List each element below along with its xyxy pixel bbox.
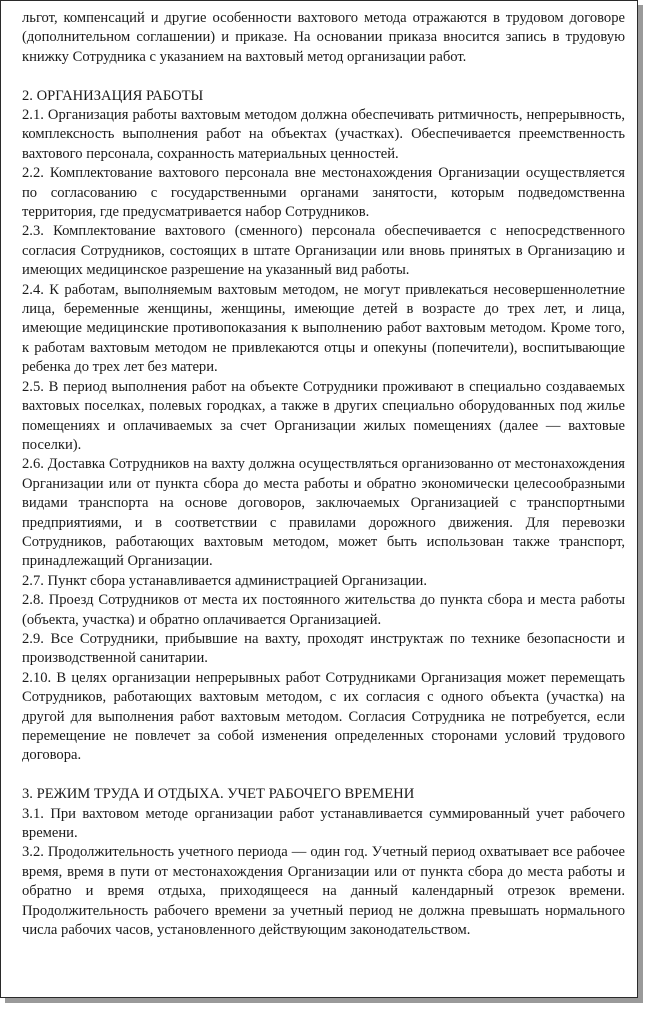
- intro-paragraph: льгот, компенсаций и другие особенности вахтового метода отражаются в трудовом договоре (дополнительном соглашении) и приказе. На основании приказа вносится запись в трудовую книжку Сотрудника с указанием на вахтовый метод организации работ.: [22, 10, 625, 65]
- paragraph-2-8: 2.8. Проезд Сотрудников от места их постоянного жительства до пункта сбора и места работы (объекта, участка) и обратно оплачивается Организацией.: [22, 592, 625, 628]
- paragraph-2-9: 2.9. Все Сотрудники, прибывшие на вахту, проходят инструктаж по технике безопасности и производственной санитарии.: [22, 630, 625, 667]
- section-2-heading: 2. ОРГАНИЗАЦИЯ РАБОТЫ: [22, 87, 204, 104]
- section-spacer: [22, 67, 625, 86]
- paragraph-2-10: 2.10. В целях организации непрерывных работ Сотрудниками Организация может перемещать Сотрудников, работающих вахтовым методом, с их согласия с одного объекта (участка) на другой для выполнения работ вахтовым методом. Согласия Сотрудника не потребуется, если перемещение не повлечет за собой изменения определенных сторонами условий трудового договора.: [22, 669, 625, 764]
- document-body: [22, 9, 625, 940]
- paragraph-3-1: 3.1. При вахтовом методе организации работ устанавливается суммированный учет рабочего времени.: [22, 805, 625, 842]
- section-3-heading: 3. РЕЖИМ ТРУДА И ОТДЫХА. УЧЕТ РАБОЧЕГО ВРЕМЕНИ: [22, 786, 415, 803]
- paragraph-2-3: 2.3. Комплектование вахтового (сменного) персонала обеспечивается с непосредственного согласия Сотрудников, состоящих в штате Организации или вновь принятых в Организацию и имеющих медицинское разрешение на указанный вид работы.: [22, 223, 625, 279]
- paragraph-2-2: 2.2. Комплектование вахтового персонала вне местонахождения Организации осуществляется по согласованию с государственными органами занятости, которым подведомственна территория, где предусматривается набор Сотрудников.: [22, 165, 625, 221]
- paragraph-2-1: 2.1. Организация работы вахтовым методом должна обеспечивать ритмичность, непрерывность, комплексность выполнения работ на объектах (участках). Обеспечивается преемственность вахтового персонала, сохранность материальных ценностей.: [22, 107, 625, 162]
- paragraph-2-7: 2.7. Пункт сбора устанавливается администрацией Организации.: [22, 572, 428, 589]
- paragraph-2-5: 2.5. В период выполнения работ на объекте Сотрудники проживают в специально создаваемых вахтовых поселках, полевых городках, а также в других специально оборудованных под жилье помещениях и оплачиваемых за счет Организации жилых помещениях (далее — вахтовые поселки).: [22, 378, 625, 453]
- paragraph-2-6: 2.6. Доставка Сотрудников на вахту должна осуществляться организованно от местонахождения Организации или от пункта сбора до места работы и обратно экономически целесообразными видами транспорта на основе договоров, заключаемых Организацией с транспортными предприятиями, и в соответствии с правилами дорожного движения. Для перевозки Сотрудников, работающих вахтовым методом, может быть использован также транспорт, принадлежащий Организации.: [22, 456, 625, 570]
- paragraph-3-2: 3.2. Продолжительность учетного периода — один год. Учетный период охватывает все рабочее время, время в пути от местонахождения Организации или от пункта сбора до места работы и обратно и время отдыха, приходящееся на данный календарный отрезок времени. Продолжительность рабочего времени за учетный период не должна превышать нормального числа рабочих часов, установленного действующим законодательством.: [22, 844, 625, 939]
- paragraph-2-4: 2.4. К работам, выполняемым вахтовым методом, не могут привлекаться несовершеннолетние лица, беременные женщины, женщины, имеющие детей в возрасте до трех лет, и лица, имеющие медицинские противопоказания к выполнению работ вахтовым методом. Кроме того, к работам вахтовым методом не привлекаются отцы и опекуны (попечители), воспитывающие ребенка до трех лет без матери.: [22, 281, 625, 376]
- section-spacer: [22, 766, 625, 785]
